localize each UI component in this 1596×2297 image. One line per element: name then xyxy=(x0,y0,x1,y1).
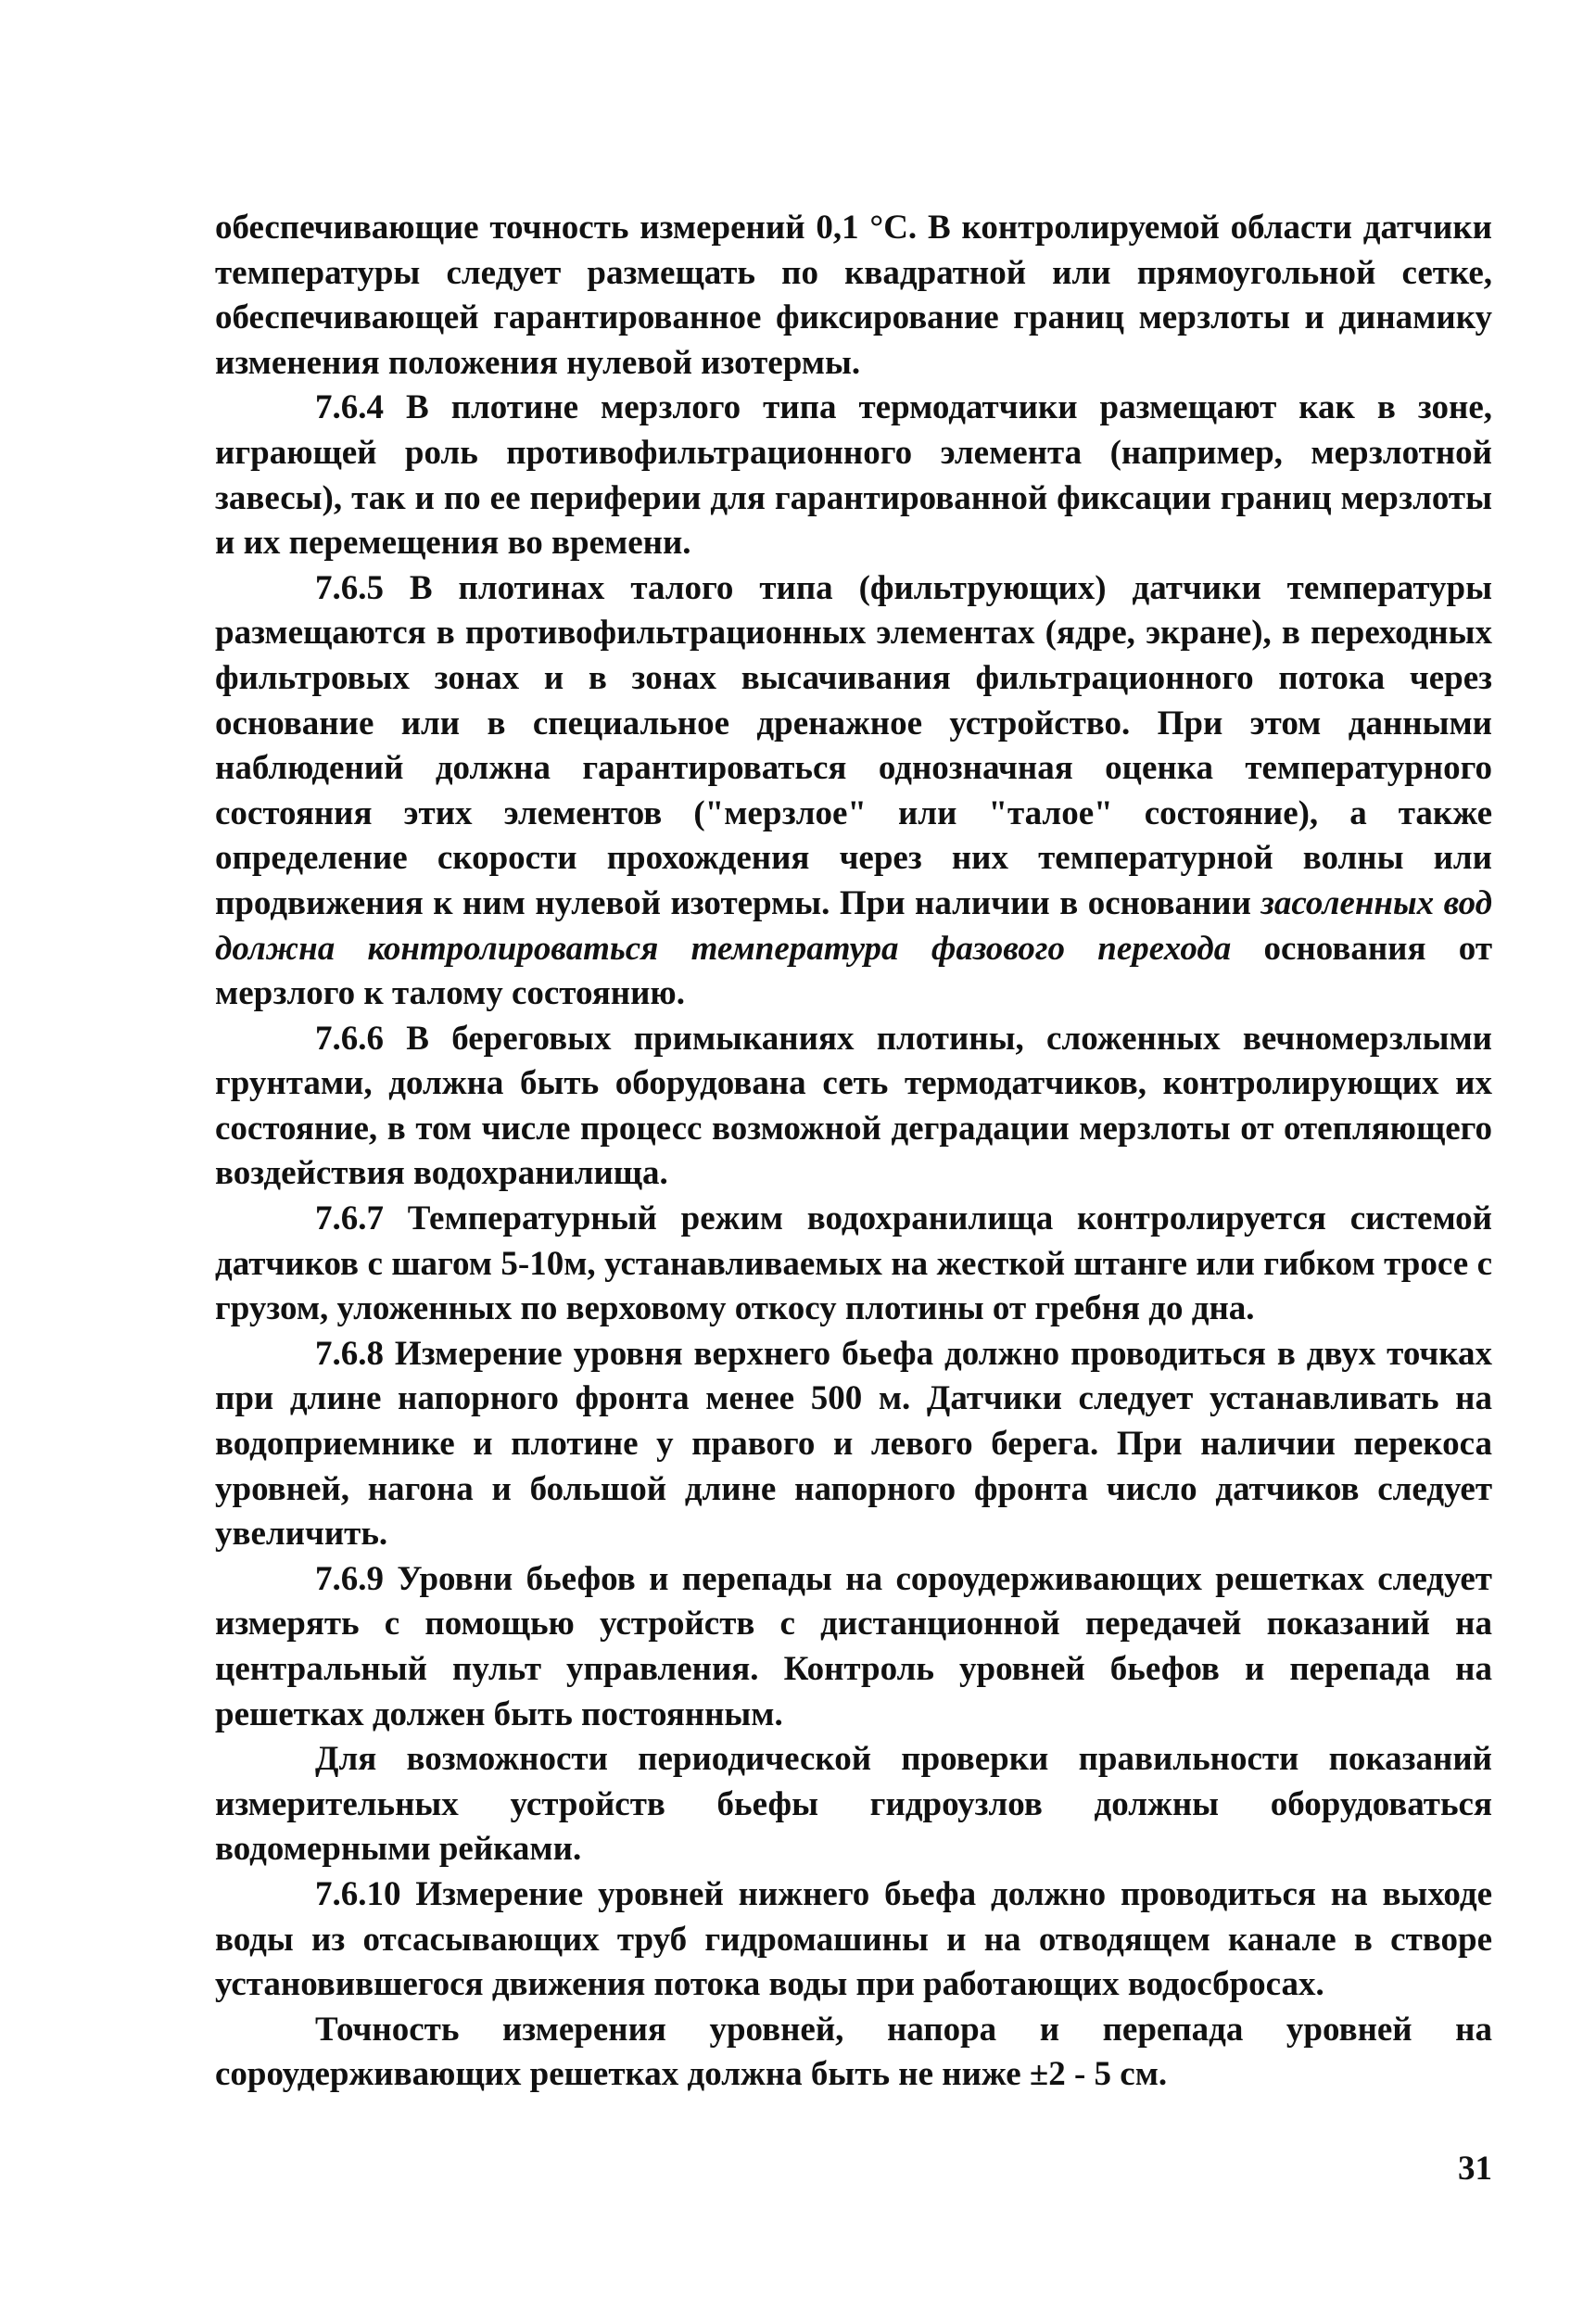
page-number: 31 xyxy=(1458,2150,1492,2188)
paragraph-continuation: обеспечивающие точность измерений 0,1 °С. В контролируемой области датчики температуры следует размещать по квадратной или прямоугольной сетке, обеспечивающей гарантированное фиксирование границ мерзлоты и динамику изменения положения нулевой изотермы. xyxy=(215,209,1492,382)
paragraph-7-6-7: 7.6.7 Температурный режим водохранилища контролируется системой датчиков с шагом 5-10м, устанавливаемых на жесткой штанге или гибком тросе с грузом, уложенных по верховому откосу плотины от гребня до дна. xyxy=(215,1199,1492,1328)
paragraph-7-6-5-text-end: основания от мерзлого к талому состоянию. xyxy=(215,929,1492,1013)
paragraph-7-6-9: 7.6.9 Уровни бьефов и перепады на сороудерживающих решетках следует измерять с помощью устройств с дистанционной передачей показаний на центральный пульт управления. Контроль уровней бьефов и перепада на решетках должен быть постоянным. xyxy=(215,1559,1492,1733)
paragraph-7-6-10: 7.6.10 Измерение уровней нижнего бьефа должно проводиться на выходе воды из отсасывающих труб гидромашины и на отводящем канале в створе установившегося движения потока воды при работающих водосбросах. xyxy=(215,1874,1492,2004)
paragraph-7-6-5-text: 7.6.5 В плотинах талого типа (фильтрующих) датчики температуры размещаются в противофильтрационных элементах (ядре, экране), в переходных фильтровых зонах и в зонах высачивания фильтрационного потока через основание или в специальное дренажное устройство. При этом данными наблюдений должна гарантироваться однозначная оценка температурного состояния этих элементов ("мерзлое" или "талое" состояние), а также определение скорости прохождения через них температурной волны или продвижения к ним нулевой изотермы. При наличии в основании xyxy=(215,568,1492,922)
paragraph-accuracy: Точность измерения уровней, напора и перепада уровней на сороудерживающих решетках должна быть не ниже ±2 - 5 см. xyxy=(215,2010,1492,2094)
paragraph-7-6-4: 7.6.4 В плотине мерзлого типа термодатчики размещают как в зоне, играющей роль противофильтрационного элемента (например, мерзлотной завесы), так и по ее периферии для гарантированной фиксации границ мерзлоты и их перемещения во времени. xyxy=(215,388,1492,563)
paragraph-7-6-8: 7.6.8 Измерение уровня верхнего бьефа должно проводиться в двух точках при длине напорного фронта менее 500 м. Датчики следует устанавливать на водоприемнике и плотине у правого и левого берега. При наличии перекоса уровней, нагона и большой длине напорного фронта число датчиков следует увеличить. xyxy=(215,1334,1492,1554)
paragraph-7-6-5-italic-text: засоленных вод должна контролироваться температура фазового перехода xyxy=(215,883,1493,968)
body-text xyxy=(215,206,1492,2098)
paragraph-7-6-6: 7.6.6 В береговых примыканиях плотины, сложенных вечномерзлыми грунтами, должна быть оборудована сеть термодатчиков, контролирующих их состояние, в том числе процесс возможной деградации мерзлоты от отепляющего воздействия водохранилища. xyxy=(215,1019,1492,1193)
paragraph-7-6-5 xyxy=(215,566,1492,1017)
paragraph-gauge-rods: Для возможности периодической проверки правильности показаний измерительных устройств бьефы гидроузлов должны оборудоваться водомерными рейками. xyxy=(215,1740,1492,1869)
